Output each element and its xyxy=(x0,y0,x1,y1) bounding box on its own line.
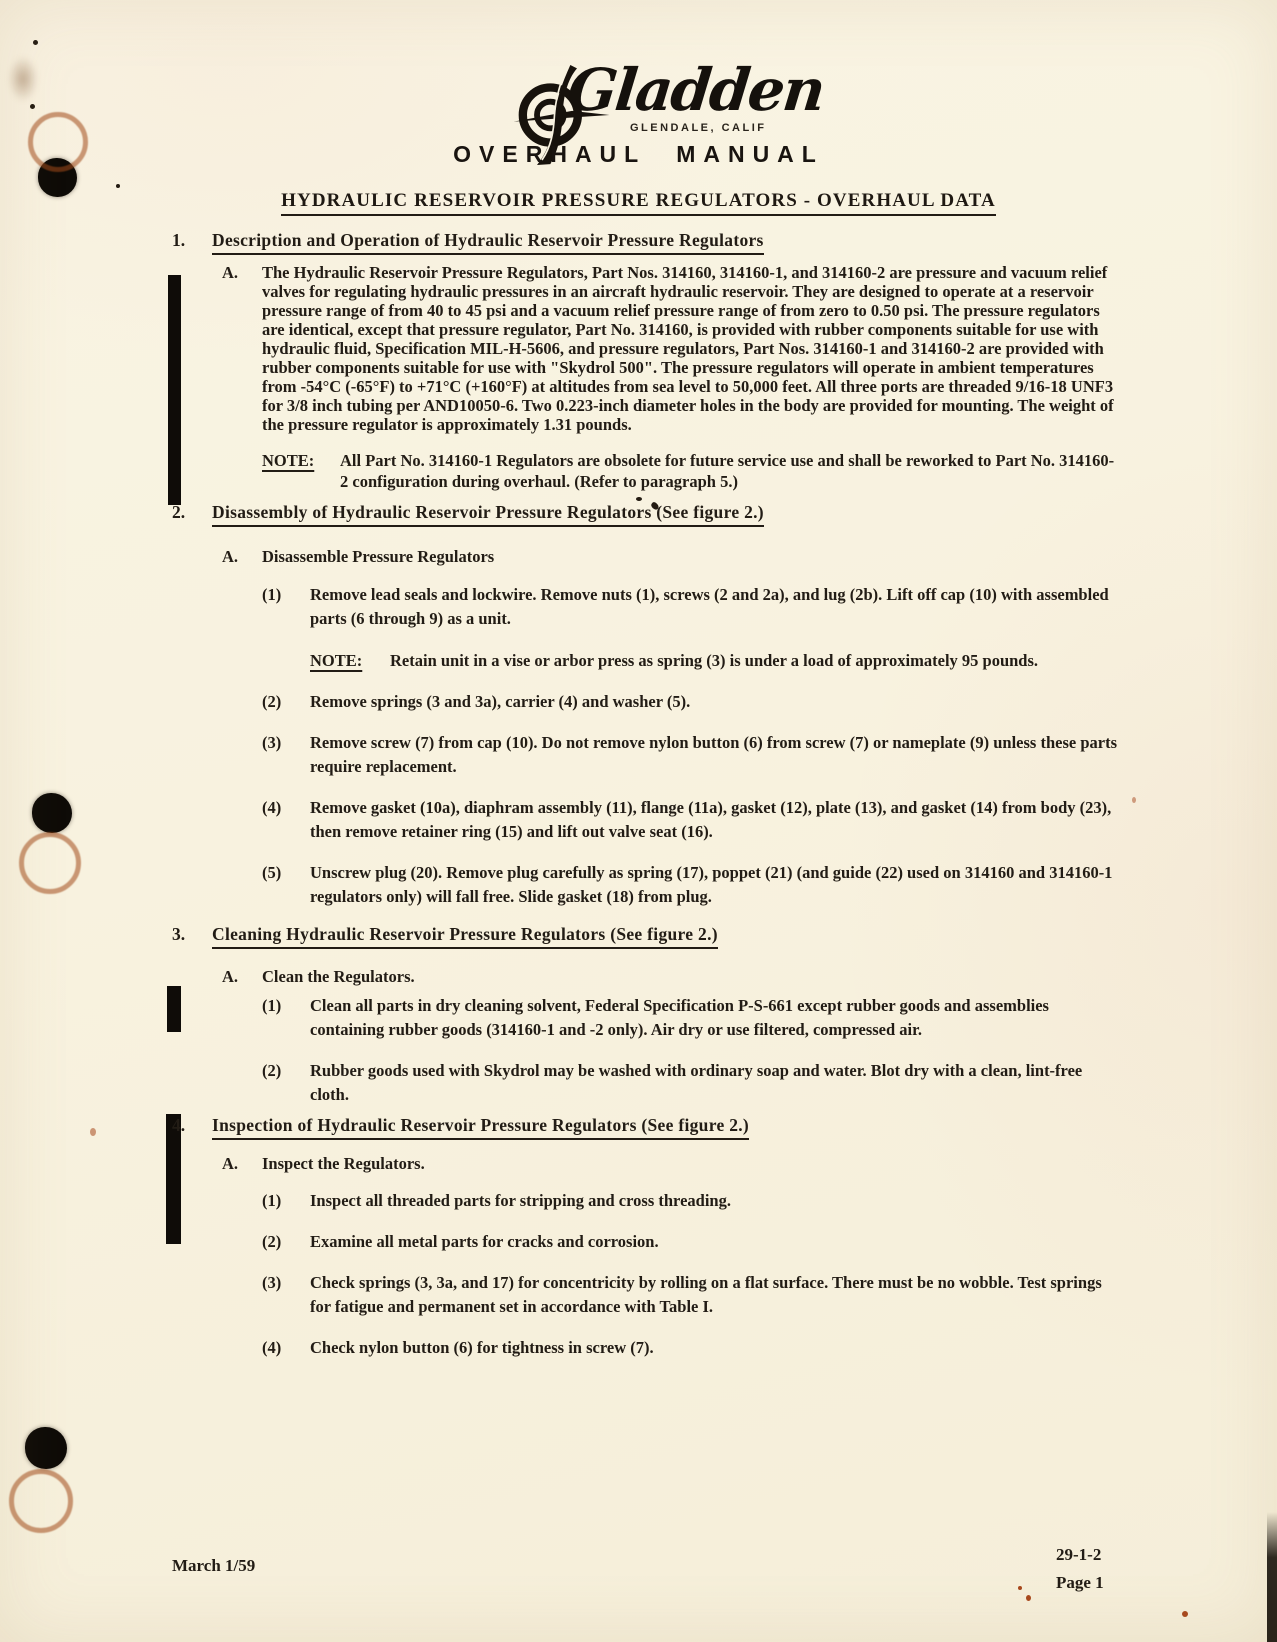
item-number: (1) xyxy=(262,1191,282,1210)
item-number: (2) xyxy=(262,1061,282,1080)
list-item xyxy=(262,1271,1125,1319)
item-text: Remove lead seals and lockwire. Remove nuts (1), screws (2 and 2a), and lug (2b). Lift off cap (10) with assembled parts (6 through 9) as a unit. xyxy=(310,585,1109,628)
section-2-item-note xyxy=(310,649,1115,673)
brand-location-text: GLENDALE, CALIF xyxy=(630,122,767,134)
paragraph-text: Inspect the Regulators. xyxy=(262,1154,425,1173)
item-number: (2) xyxy=(262,692,282,711)
item-number: (4) xyxy=(262,1338,282,1357)
list-item xyxy=(262,796,1125,844)
item-text: Rubber goods used with Skydrol may be washed with ordinary soap and water. Blot dry with a clean, lint-free cloth. xyxy=(310,1061,1083,1104)
rust-speck xyxy=(1182,1611,1188,1617)
section-4-paragraph-a xyxy=(222,1154,1125,1173)
item-number: (3) xyxy=(262,733,282,752)
footer-date: March 1/59 xyxy=(172,1556,256,1575)
item-text: Remove screw (7) from cap (10). Do not remove nylon button (6) from screw (7) or nameplate (9) unless these parts require replacement. xyxy=(310,733,1117,776)
ink-speck xyxy=(33,40,38,45)
section-4-heading: Inspection of Hydraulic Reservoir Pressure Regulators (See figure 2.) xyxy=(212,1115,749,1140)
brand-logo-text: Gladden xyxy=(564,56,827,124)
paragraph-text: The Hydraulic Reservoir Pressure Regulators, Part Nos. 314160, 314160-1, and 314160-2 are pressure and vacuum relief valves for regulating hydraulic pressures in an aircraft hydraulic reservoir. They are designed to operate at a reservoir pressure range of from 40 to 45 psi and a vacuum relief pressure range of from zero to 0.50 psi. The pressure regulators are identical, except that pressure regulator, Part No. 314160, is provided with rubber components suitable for use with hydraulic fluid, Specification MIL-H-5606, and pressure regulators, Part Nos. 314160-1 and 314160-2 are provided with rubber components suitable for use with "Skydrol 500". The pressure regulators will operate in ambient temperatures from -54°C (-65°F) to +71°C (+160°F) at altitudes from sea level to 50,000 feet. All three ports are threaded 9/16-18 UNF3 for 3/8 inch tubing per AND10050-6. Two 0.223-inch diameter holes in the body are provided for mounting. The weight of the pressure regulator is approximately 1.31 pounds. xyxy=(262,263,1114,434)
item-text: Check nylon button (6) for tightness in screw (7). xyxy=(310,1338,654,1357)
section-1-number: 1. xyxy=(172,230,186,250)
item-text: Remove gasket (10a), diaphram assembly (11), flange (11a), gasket (12), plate (13), and gasket (14) from body (23), then remove retainer ring (15) and lift out valve seat (16). xyxy=(310,798,1112,841)
note-label: NOTE: xyxy=(262,451,315,470)
section-3-paragraph-a xyxy=(222,967,1125,986)
paragraph-label: A. xyxy=(222,263,239,282)
ink-speck xyxy=(30,104,35,109)
section-4-number: 4. xyxy=(172,1115,186,1135)
footer-page-info xyxy=(1056,1541,1104,1597)
item-text: Unscrew plug (20). Remove plug carefully as spring (17), poppet (21) (and guide (22) used on 314160 and 314160-1 regulators only) will fall free. Slide gasket (18) from plug. xyxy=(310,863,1113,906)
item-text: Clean all parts in dry cleaning solvent, Federal Specification P-S-661 except rubber goods and assemblies containing rubber goods (314160-1 and -2 only). Air dry or use filtered, compressed air. xyxy=(310,996,1049,1039)
document-title-text: HYDRAULIC RESERVOIR PRESSURE REGULATORS - OVERHAUL DATA xyxy=(281,190,996,216)
paragraph-label: A. xyxy=(222,547,239,566)
list-item xyxy=(262,1336,1125,1360)
section-1-heading: Description and Operation of Hydraulic Reservoir Pressure Regulators xyxy=(212,230,764,255)
item-text: Remove springs (3 and 3a), carrier (4) and washer (5). xyxy=(310,692,691,711)
section-2-heading: Disassembly of Hydraulic Reservoir Pressure Regulators (See figure 2.) xyxy=(212,502,764,527)
item-text: Examine all metal parts for cracks and corrosion. xyxy=(310,1232,659,1251)
item-text: Check springs (3, 3a, and 17) for concentricity by rolling on a flat surface. There must be no wobble. Test springs for fatigue and permanent set in accordance with Table I. xyxy=(310,1273,1102,1316)
ink-speck xyxy=(116,184,120,188)
paragraph-text: Disassemble Pressure Regulators xyxy=(262,547,495,566)
section-1-heading-row xyxy=(172,230,1167,255)
scanner-edge-shadow xyxy=(1267,1512,1277,1642)
section-1-note xyxy=(262,450,1115,492)
note-text: Retain unit in a vise or arbor press as spring (3) is under a load of approximately 95 pounds. xyxy=(390,651,1039,670)
section-4-heading-row xyxy=(172,1115,1167,1140)
item-number: (5) xyxy=(262,863,282,882)
document-title xyxy=(0,190,1277,216)
item-number: (1) xyxy=(262,996,282,1015)
section-1-paragraph-a xyxy=(222,263,1125,434)
item-number: (1) xyxy=(262,585,282,604)
hole-punch-bottom xyxy=(25,1427,67,1469)
footer-doc-number: 29-1-2 xyxy=(1056,1545,1102,1564)
item-number: (4) xyxy=(262,798,282,817)
item-text: Inspect all threaded parts for stripping and cross threading. xyxy=(310,1191,731,1210)
note-text: All Part No. 314160-1 Regulators are obsolete for future service use and shall be reworked to Part No. 314160-2 configuration during overhaul. (Refer to paragraph 5.) xyxy=(340,451,1115,491)
item-number: (2) xyxy=(262,1232,282,1251)
manual-type-title: OVERHAUL MANUAL xyxy=(453,141,824,167)
section-3-number: 3. xyxy=(172,924,186,944)
item-number: (3) xyxy=(262,1273,282,1292)
section-2-heading-row xyxy=(172,502,1167,527)
list-item xyxy=(262,1230,1125,1254)
section-3-heading: Cleaning Hydraulic Reservoir Pressure Regulators (See figure 2.) xyxy=(212,924,718,949)
section-2-paragraph-a xyxy=(222,547,1125,566)
rust-speck xyxy=(1026,1595,1031,1601)
list-item xyxy=(262,861,1125,909)
paragraph-text: Clean the Regulators. xyxy=(262,967,415,986)
list-item xyxy=(262,994,1125,1042)
paragraph-label: A. xyxy=(222,1154,239,1173)
paragraph-label: A. xyxy=(222,967,239,986)
list-item xyxy=(262,1189,1125,1213)
section-2-number: 2. xyxy=(172,502,186,522)
section-3-heading-row xyxy=(172,924,1167,949)
rust-ring-bottom xyxy=(9,1469,73,1533)
rust-speck xyxy=(1018,1586,1022,1590)
stain-smudge xyxy=(8,56,38,102)
list-item xyxy=(262,1059,1125,1107)
note-label: NOTE: xyxy=(310,651,363,670)
list-item xyxy=(262,731,1125,779)
footer-page-number: Page 1 xyxy=(1056,1573,1104,1592)
list-item xyxy=(262,690,1125,714)
list-item xyxy=(262,583,1125,631)
document-body xyxy=(0,228,1277,1360)
